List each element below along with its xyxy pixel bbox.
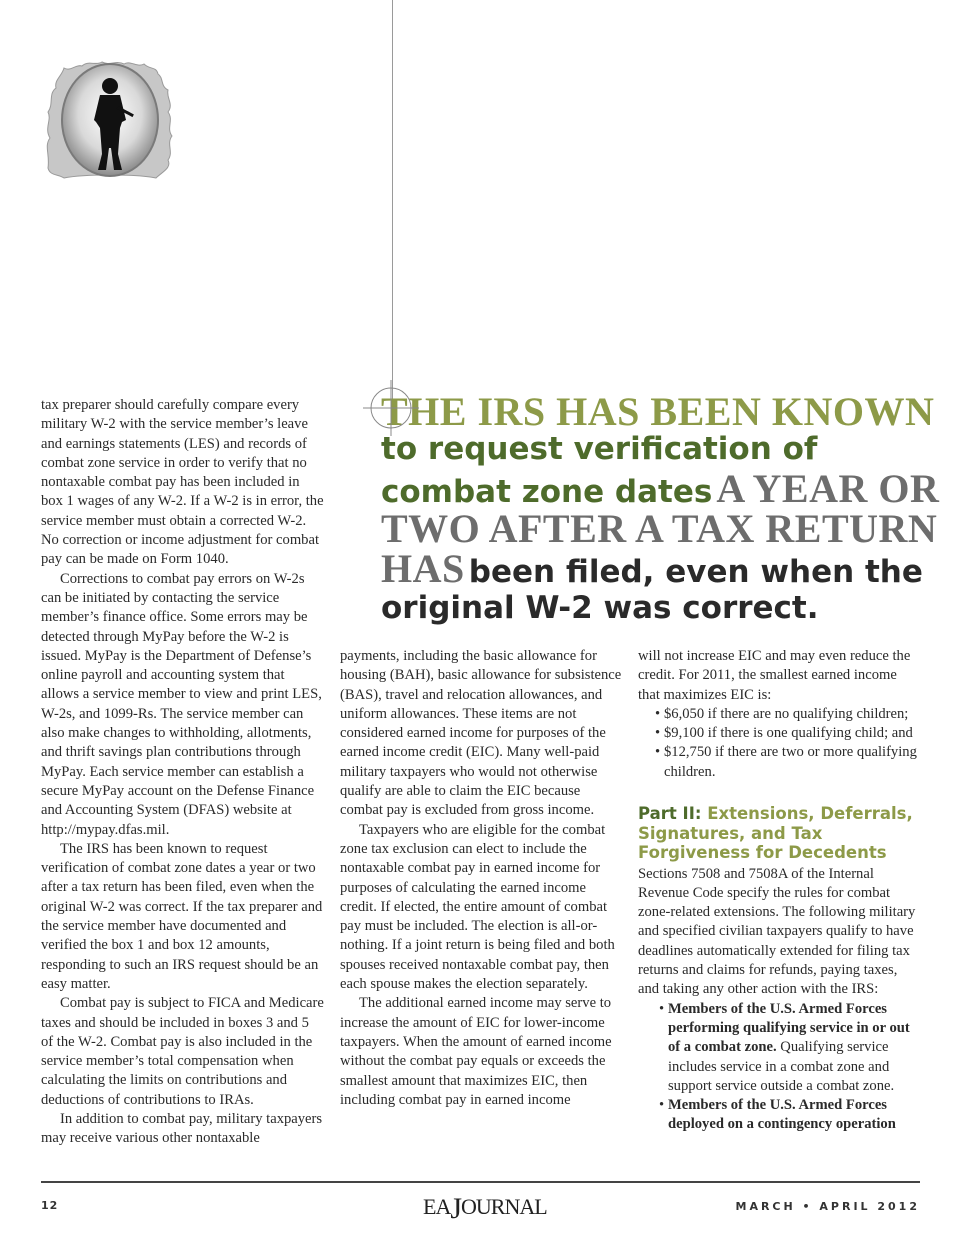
section-heading-label: Part II:	[638, 804, 702, 824]
article-column-1	[41, 396, 324, 1149]
issue-date: MARCH • APRIL 2012	[735, 1200, 920, 1213]
page-number: 12	[41, 1199, 59, 1212]
paragraph: In addition to combat pay, military taxpayers may receive various other nontaxable	[41, 1110, 323, 1147]
paragraph: tax preparer should carefully compare every military W-2 with the service member’s leave and earnings statements (LES) and records of combat zone service in order to verify that no nontaxable combat pay has been included in box 1 wages of any W-2. If a W-2 is in error, the service member must obtain a corrected W-2. No correction or income adjustment for combat pay can be made on Form 1040.	[41, 397, 324, 568]
pull-quote-line-6: original W-2 was correct.	[381, 590, 819, 626]
qualifying-taxpayer-list	[638, 1000, 921, 1135]
paragraph: Sections 7508 and 7508A of the Internal Revenue Code specify the rules for combat zone-related extensions. The following military and specified civilian taxpayers qualify to have deadlines automatically extended for filing tax returns and claims for refunds, paying taxes, and taking any other action with the IRS:	[638, 865, 916, 998]
list-item	[638, 1000, 921, 1096]
pull-quote-line-1: THE IRS HAS BEEN KNOWN	[381, 389, 935, 434]
paragraph: Taxpayers who are eligible for the combat zone tax exclusion can elect to include the nontaxable combat pay in earned income for purposes of calculating the earned income credit. If elected, the entire amount of combat pay must be included. The election is all-or-nothing. If a joint return is being filed and both spouses received nontaxable combat pay, then each spouse makes the election separately.	[340, 821, 615, 993]
article-column-3	[638, 647, 921, 1135]
paragraph: will not increase EIC and may even reduce the credit. For 2011, the smallest earned income that maximizes EIC is:	[638, 648, 911, 703]
page-divider-line	[392, 0, 393, 420]
section-heading-text: Extensions, Deferrals, Signatures, and Tax Forgiveness for Decedents	[638, 804, 913, 863]
pull-quote-line-3a: combat zone dates	[381, 474, 713, 510]
pull-quote-line-3	[381, 466, 940, 511]
pull-quote-line-5b: been filed, even when the	[468, 554, 923, 590]
list-item: • $6,050 if there are no qualifying children;	[638, 705, 921, 724]
paragraph: Corrections to combat pay errors on W-2s can be initiated by contacting the service member’s finance office. Some errors may be detected through MyPay before the W-2 is issued. MyPay is the Department of Defense’s online payroll and accounting system that allows a service member to view and print LES, W-2s, and 1099-Rs. The service member can also make changes to withholding, allotments, and thrift savings plan contributions through MyPay. Each service member can establish a secure MyPay account on the Defense Finance and Accounting System (DFAS) website at http://mypay.dfas.mil.	[41, 570, 322, 838]
article-column-2	[340, 647, 623, 1110]
pull-quote-line-4: TWO AFTER A TAX RETURN	[381, 506, 938, 551]
pull-quote	[381, 389, 940, 626]
footer-rule	[41, 1181, 920, 1183]
pull-quote-line-2	[381, 431, 926, 467]
eic-threshold-list	[638, 705, 921, 782]
list-item-bold: Members of the U.S. Armed Forces performing qualifying service in or out of a combat zone.	[668, 1000, 910, 1056]
paragraph: Combat pay is subject to FICA and Medicare taxes and should be included in boxes 3 and 5 of the W-2. Combat pay is also included in the service member’s total compensation when calculating the limits on contributions and deductions of contributions to IRAs.	[41, 995, 324, 1108]
soldier-silhouette-icon	[40, 58, 180, 184]
pull-quote-line-5a: HAS	[381, 546, 465, 591]
journal-logo-ea: EA	[423, 1194, 451, 1219]
paragraph: payments, including the basic allowance for housing (BAH), basic allowance for subsistence (BAS), travel and relocation allowances, and uniform allowances. These items are not considered earned income for purposes of the earned income credit (EIC). Many well-paid military taxpayers who would not otherwise qualify are able to claim the EIC because combat pay is excluded from gross income.	[340, 648, 622, 819]
journal-logo	[423, 1192, 547, 1226]
journal-logo-rest: OURNAL	[461, 1194, 547, 1219]
journal-logo-j: J	[450, 1192, 462, 1225]
crosshair-icon	[361, 378, 421, 438]
section-heading	[638, 804, 921, 863]
pull-quote-line-3b: A YEAR OR	[716, 466, 940, 511]
list-item	[638, 1096, 921, 1135]
list-item-text: Qualifying service includes service in a combat zone and support service outside a combat zone.	[668, 1039, 895, 1094]
list-item: • $12,750 if there are two or more qualifying children.	[638, 743, 921, 782]
pull-quote-line-5	[381, 546, 926, 591]
soldier-emblem	[40, 58, 180, 184]
paragraph: The additional earned income may serve to increase the amount of EIC for lower-income taxpayers. When the amount of earned income without the combat pay equals or exceeds the smallest amount that maximizes EIC, then including combat pay in earned income	[340, 995, 612, 1108]
pull-quote-line-2-text: to request verification of	[381, 431, 818, 467]
list-item: • $9,100 if there is one qualifying child; and	[638, 724, 921, 743]
paragraph: The IRS has been known to request verification of combat zone dates a year or two after a tax return has been filed, even when the original W-2 was correct. If the tax preparer and the service member have documented and verified the box 1 and box 12 amounts, responding to such an IRS request should be an easy matter.	[41, 840, 323, 992]
list-item-bold: Members of the U.S. Armed Forces deployed on a contingency operation	[668, 1097, 896, 1133]
